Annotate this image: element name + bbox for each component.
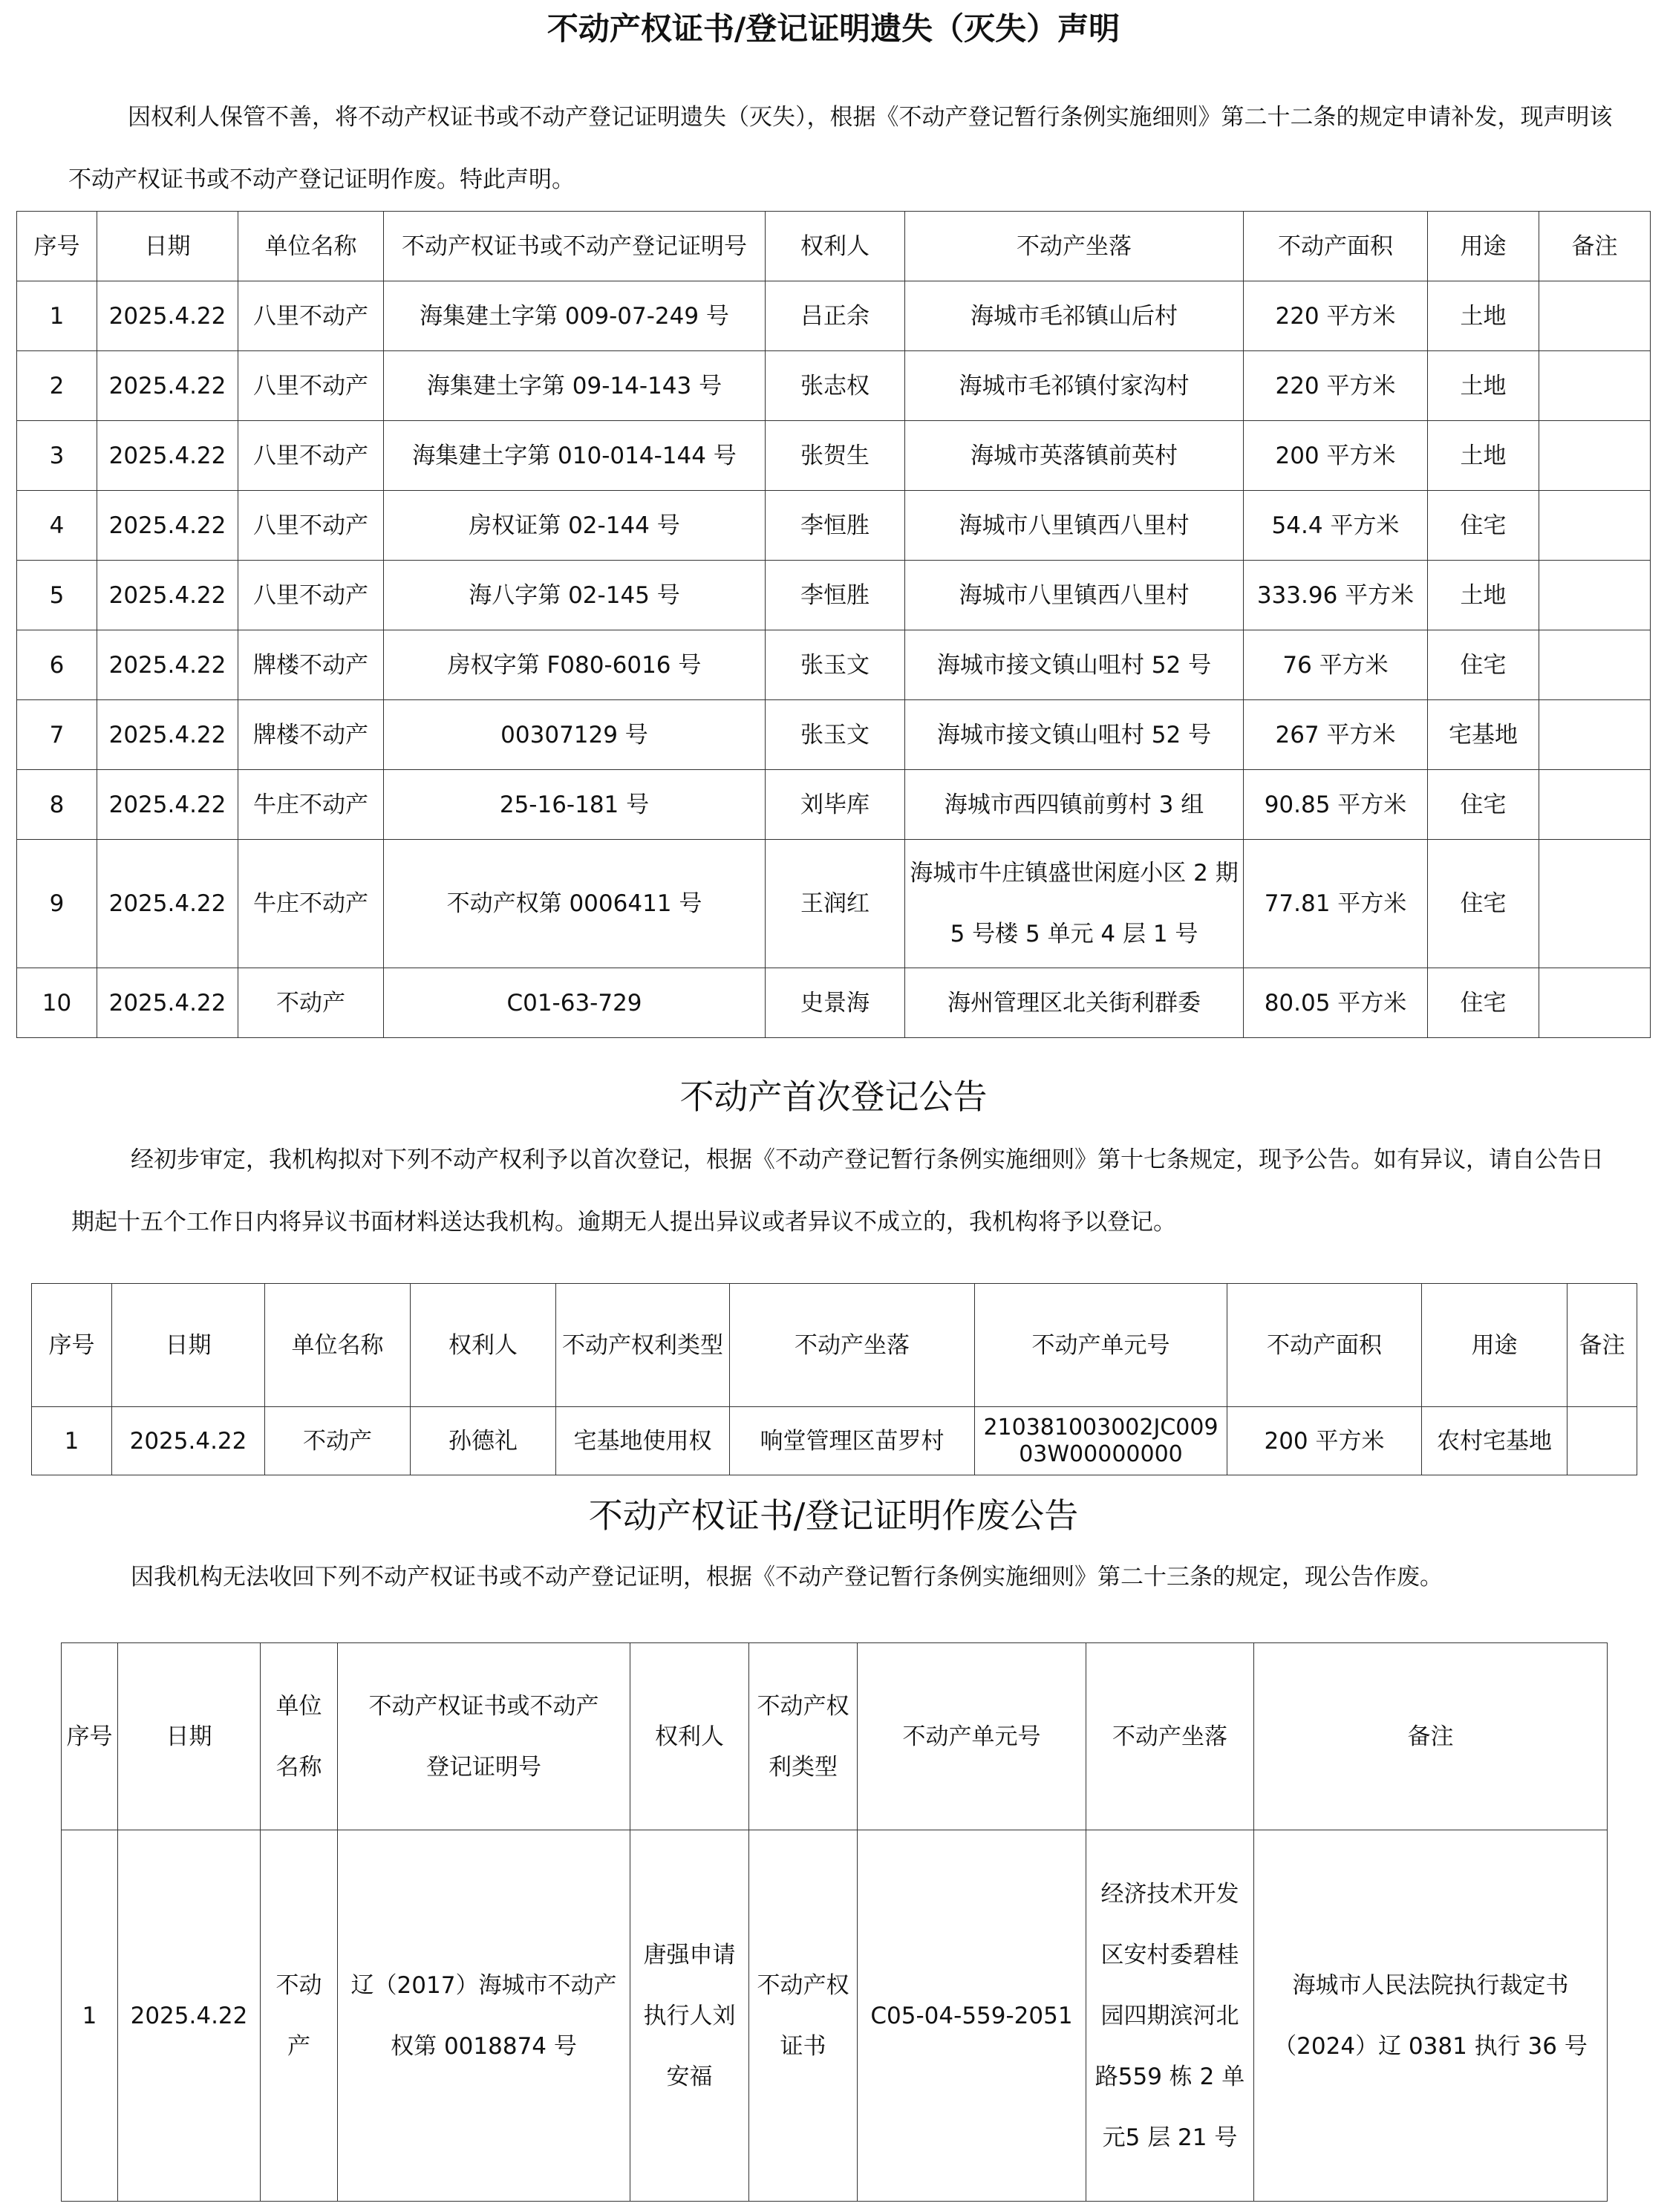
col-header-right-type: 不动产权利类型 bbox=[556, 1284, 730, 1407]
cell-location: 海城市八里镇西八里村 bbox=[905, 491, 1244, 561]
cell-remark bbox=[1539, 561, 1651, 630]
cell-owner: 吕正余 bbox=[766, 281, 905, 351]
cell-index: 6 bbox=[17, 630, 97, 700]
cell-index: 10 bbox=[17, 968, 97, 1038]
first-registration-title: 不动产首次登记公告 bbox=[679, 1077, 988, 1117]
cell-date: 2025.4.22 bbox=[97, 630, 238, 700]
cell-unit: 八里不动产 bbox=[238, 421, 384, 491]
cell-location: 海城市牛庄镇盛世闲庭小区 2 期 5 号楼 5 单元 4 层 1 号 bbox=[905, 840, 1244, 968]
cell-usage: 住宅 bbox=[1428, 840, 1539, 968]
cell-cert-no: 海八字第 02-145 号 bbox=[384, 561, 766, 630]
col-header-date: 日期 bbox=[97, 212, 238, 281]
col-header-unit: 单位名称 bbox=[265, 1284, 411, 1407]
cell-unit: 不动产 bbox=[265, 1407, 411, 1475]
cell-area: 90.85 平方米 bbox=[1244, 770, 1428, 840]
cell-date: 2025.4.22 bbox=[97, 421, 238, 491]
cell-remark bbox=[1539, 630, 1651, 700]
cell-remark bbox=[1539, 840, 1651, 968]
cell-owner: 孙德礼 bbox=[411, 1407, 556, 1475]
cell-cert-no: C01-63-729 bbox=[384, 968, 766, 1038]
cell-location: 海城市英落镇前英村 bbox=[905, 421, 1244, 491]
cell-owner: 张志权 bbox=[766, 351, 905, 421]
cell-remark bbox=[1539, 491, 1651, 561]
cell-usage: 土地 bbox=[1428, 351, 1539, 421]
table-row bbox=[17, 630, 1651, 700]
cell-usage: 住宅 bbox=[1428, 770, 1539, 840]
cell-owner: 刘毕库 bbox=[766, 770, 905, 840]
table-header-row bbox=[32, 1284, 1637, 1407]
cell-index: 1 bbox=[62, 1830, 118, 2202]
cell-usage: 土地 bbox=[1428, 561, 1539, 630]
col-header-usage: 用途 bbox=[1422, 1284, 1567, 1407]
cell-location: 海城市毛祁镇山后村 bbox=[905, 281, 1244, 351]
table-header-row bbox=[62, 1643, 1608, 1830]
col-header-unit-no: 不动产单元号 bbox=[858, 1643, 1086, 1830]
loss-declaration-title: 不动产权证书/登记证明遗失（灭失）声明 bbox=[547, 10, 1120, 47]
cell-remark bbox=[1539, 281, 1651, 351]
col-header-location: 不动产坐落 bbox=[905, 212, 1244, 281]
cell-unit: 不动产 bbox=[261, 1830, 338, 2202]
cell-location: 海城市接文镇山咀村 52 号 bbox=[905, 630, 1244, 700]
cell-usage: 宅基地 bbox=[1428, 700, 1539, 770]
cell-cert-no: 海集建土字第 010-014-144 号 bbox=[384, 421, 766, 491]
cell-unit: 八里不动产 bbox=[238, 491, 384, 561]
cell-location: 海城市八里镇西八里村 bbox=[905, 561, 1244, 630]
cell-unit: 八里不动产 bbox=[238, 561, 384, 630]
cell-remark: 海城市人民法院执行裁定书（2024）辽 0381 执行 36 号 bbox=[1254, 1830, 1608, 2202]
cell-unit: 八里不动产 bbox=[238, 351, 384, 421]
table-row bbox=[17, 421, 1651, 491]
cell-area: 200 平方米 bbox=[1244, 421, 1428, 491]
cell-right-type: 不动产权证书 bbox=[749, 1830, 858, 2202]
cell-area: 54.4 平方米 bbox=[1244, 491, 1428, 561]
cell-date: 2025.4.22 bbox=[97, 491, 238, 561]
cell-area: 267 平方米 bbox=[1244, 700, 1428, 770]
col-header-date: 日期 bbox=[118, 1643, 261, 1830]
loss-declaration-paragraph: 因权利人保管不善，将不动产权证书或不动产登记证明遗失（灭失），根据《不动产登记暂行条例实施细则》第二十二条的规定申请补发，现声明该不动产权证书或不动产登记证明作废。特此声明。 bbox=[68, 104, 1613, 193]
cell-date: 2025.4.22 bbox=[112, 1407, 265, 1475]
cell-area: 220 平方米 bbox=[1244, 281, 1428, 351]
col-header-unit-no: 不动产单元号 bbox=[975, 1284, 1227, 1407]
table-row bbox=[17, 561, 1651, 630]
cell-cert-no: 00307129 号 bbox=[384, 700, 766, 770]
cell-remark bbox=[1567, 1407, 1637, 1475]
col-header-location: 不动产坐落 bbox=[730, 1284, 975, 1407]
void-announcement-paragraph: 因我机构无法收回下列不动产权证书或不动产登记证明，根据《不动产登记暂行条例实施细则》第二十三条的规定，现公告作废。 bbox=[131, 1564, 1443, 1591]
cell-remark bbox=[1539, 351, 1651, 421]
cell-cert-no: 海集建土字第 009-07-249 号 bbox=[384, 281, 766, 351]
col-header-area: 不动产面积 bbox=[1244, 212, 1428, 281]
table-row bbox=[17, 700, 1651, 770]
cell-cert-no: 辽（2017）海城市不动产权第 0018874 号 bbox=[338, 1830, 630, 2202]
cell-unit: 八里不动产 bbox=[238, 281, 384, 351]
cell-owner: 唐强申请执行人刘安福 bbox=[630, 1830, 749, 2202]
cell-date: 2025.4.22 bbox=[97, 840, 238, 968]
cell-index: 7 bbox=[17, 700, 97, 770]
col-header-usage: 用途 bbox=[1428, 212, 1539, 281]
cell-cert-no: 不动产权第 0006411 号 bbox=[384, 840, 766, 968]
cell-index: 8 bbox=[17, 770, 97, 840]
cell-remark bbox=[1539, 421, 1651, 491]
table-row bbox=[17, 840, 1651, 968]
cell-location: 海城市西四镇前剪村 3 组 bbox=[905, 770, 1244, 840]
cell-cert-no: 房权证第 02-144 号 bbox=[384, 491, 766, 561]
cell-date: 2025.4.22 bbox=[97, 351, 238, 421]
cell-index: 3 bbox=[17, 421, 97, 491]
cell-usage: 农村宅基地 bbox=[1422, 1407, 1567, 1475]
col-header-cert-no: 不动产权证书或不动产登记证明号 bbox=[338, 1643, 630, 1830]
cell-area: 80.05 平方米 bbox=[1244, 968, 1428, 1038]
cell-index: 5 bbox=[17, 561, 97, 630]
cell-unit: 牌楼不动产 bbox=[238, 700, 384, 770]
cell-unit: 不动产 bbox=[238, 968, 384, 1038]
table-row bbox=[17, 770, 1651, 840]
cell-date: 2025.4.22 bbox=[97, 968, 238, 1038]
table-row bbox=[32, 1407, 1637, 1475]
col-header-right-type: 不动产权利类型 bbox=[749, 1643, 858, 1830]
col-header-unit: 单位名称 bbox=[238, 212, 384, 281]
col-header-area: 不动产面积 bbox=[1227, 1284, 1422, 1407]
first-registration-paragraph: 经初步审定，我机构拟对下列不动产权利予以首次登记，根据《不动产登记暂行条例实施细则》第十七条规定，现予公告。如有异议，请自公告日期起十五个工作日内将异议书面材料送达我机构。逾期无人提出异议或者异议不成立的，我机构将予以登记。 bbox=[71, 1146, 1604, 1236]
cell-date: 2025.4.22 bbox=[97, 700, 238, 770]
cell-owner: 张贺生 bbox=[766, 421, 905, 491]
cell-cert-no: 25-16-181 号 bbox=[384, 770, 766, 840]
cell-area: 76 平方米 bbox=[1244, 630, 1428, 700]
cell-date: 2025.4.22 bbox=[97, 770, 238, 840]
cell-location: 海城市接文镇山咀村 52 号 bbox=[905, 700, 1244, 770]
col-header-unit: 单位名称 bbox=[261, 1643, 338, 1830]
cell-location: 经济技术开发区安村委碧桂园四期滨河北路559 栋 2 单元5 层 21 号 bbox=[1086, 1830, 1254, 2202]
cell-unit-no: C05-04-559-2051 bbox=[858, 1830, 1086, 2202]
col-header-remark: 备注 bbox=[1567, 1284, 1637, 1407]
cell-usage: 土地 bbox=[1428, 421, 1539, 491]
cell-area: 333.96 平方米 bbox=[1244, 561, 1428, 630]
cell-location: 海城市毛祁镇付家沟村 bbox=[905, 351, 1244, 421]
col-header-date: 日期 bbox=[112, 1284, 265, 1407]
col-header-remark: 备注 bbox=[1254, 1643, 1608, 1830]
cell-area: 77.81 平方米 bbox=[1244, 840, 1428, 968]
cell-remark bbox=[1539, 968, 1651, 1038]
col-header-owner: 权利人 bbox=[630, 1643, 749, 1830]
loss-declaration-table bbox=[16, 211, 1651, 1038]
col-header-remark: 备注 bbox=[1539, 212, 1651, 281]
cell-usage: 住宅 bbox=[1428, 630, 1539, 700]
cell-unit-no: 210381003002JC00903W00000000 bbox=[975, 1407, 1227, 1475]
cell-remark bbox=[1539, 700, 1651, 770]
col-header-index: 序号 bbox=[32, 1284, 112, 1407]
col-header-cert-no: 不动产权证书或不动产登记证明号 bbox=[384, 212, 766, 281]
col-header-index: 序号 bbox=[62, 1643, 118, 1830]
cell-usage: 住宅 bbox=[1428, 968, 1539, 1038]
table-row bbox=[17, 351, 1651, 421]
table-row bbox=[17, 491, 1651, 561]
cell-date: 2025.4.22 bbox=[97, 281, 238, 351]
cell-owner: 王润红 bbox=[766, 840, 905, 968]
cell-usage: 住宅 bbox=[1428, 491, 1539, 561]
cell-index: 9 bbox=[17, 840, 97, 968]
cell-location: 海州管理区北关街利群委 bbox=[905, 968, 1244, 1038]
col-header-owner: 权利人 bbox=[411, 1284, 556, 1407]
col-header-location: 不动产坐落 bbox=[1086, 1643, 1254, 1830]
cell-unit: 牛庄不动产 bbox=[238, 840, 384, 968]
cell-owner: 张玉文 bbox=[766, 700, 905, 770]
table-row bbox=[17, 281, 1651, 351]
col-header-index: 序号 bbox=[17, 212, 97, 281]
table-header-row bbox=[17, 212, 1651, 281]
cell-area: 220 平方米 bbox=[1244, 351, 1428, 421]
cell-unit: 牌楼不动产 bbox=[238, 630, 384, 700]
cell-owner: 李恒胜 bbox=[766, 491, 905, 561]
table-row bbox=[62, 1830, 1608, 2202]
col-header-owner: 权利人 bbox=[766, 212, 905, 281]
cell-index: 1 bbox=[32, 1407, 112, 1475]
cell-owner: 张玉文 bbox=[766, 630, 905, 700]
cell-remark bbox=[1539, 770, 1651, 840]
cell-index: 2 bbox=[17, 351, 97, 421]
cell-location: 响堂管理区苗罗村 bbox=[730, 1407, 975, 1475]
cell-right-type: 宅基地使用权 bbox=[556, 1407, 730, 1475]
cell-date: 2025.4.22 bbox=[118, 1830, 261, 2202]
cell-cert-no: 海集建土字第 09-14-143 号 bbox=[384, 351, 766, 421]
cell-date: 2025.4.22 bbox=[97, 561, 238, 630]
cell-usage: 土地 bbox=[1428, 281, 1539, 351]
cell-index: 1 bbox=[17, 281, 97, 351]
cell-index: 4 bbox=[17, 491, 97, 561]
cell-owner: 李恒胜 bbox=[766, 561, 905, 630]
first-registration-table bbox=[31, 1283, 1637, 1475]
table-row bbox=[17, 968, 1651, 1038]
cell-cert-no: 房权字第 F080-6016 号 bbox=[384, 630, 766, 700]
void-announcement-table bbox=[61, 1642, 1608, 2202]
cell-area: 200 平方米 bbox=[1227, 1407, 1422, 1475]
cell-owner: 史景海 bbox=[766, 968, 905, 1038]
cell-unit: 牛庄不动产 bbox=[238, 770, 384, 840]
void-announcement-title: 不动产权证书/登记证明作废公告 bbox=[588, 1495, 1079, 1536]
